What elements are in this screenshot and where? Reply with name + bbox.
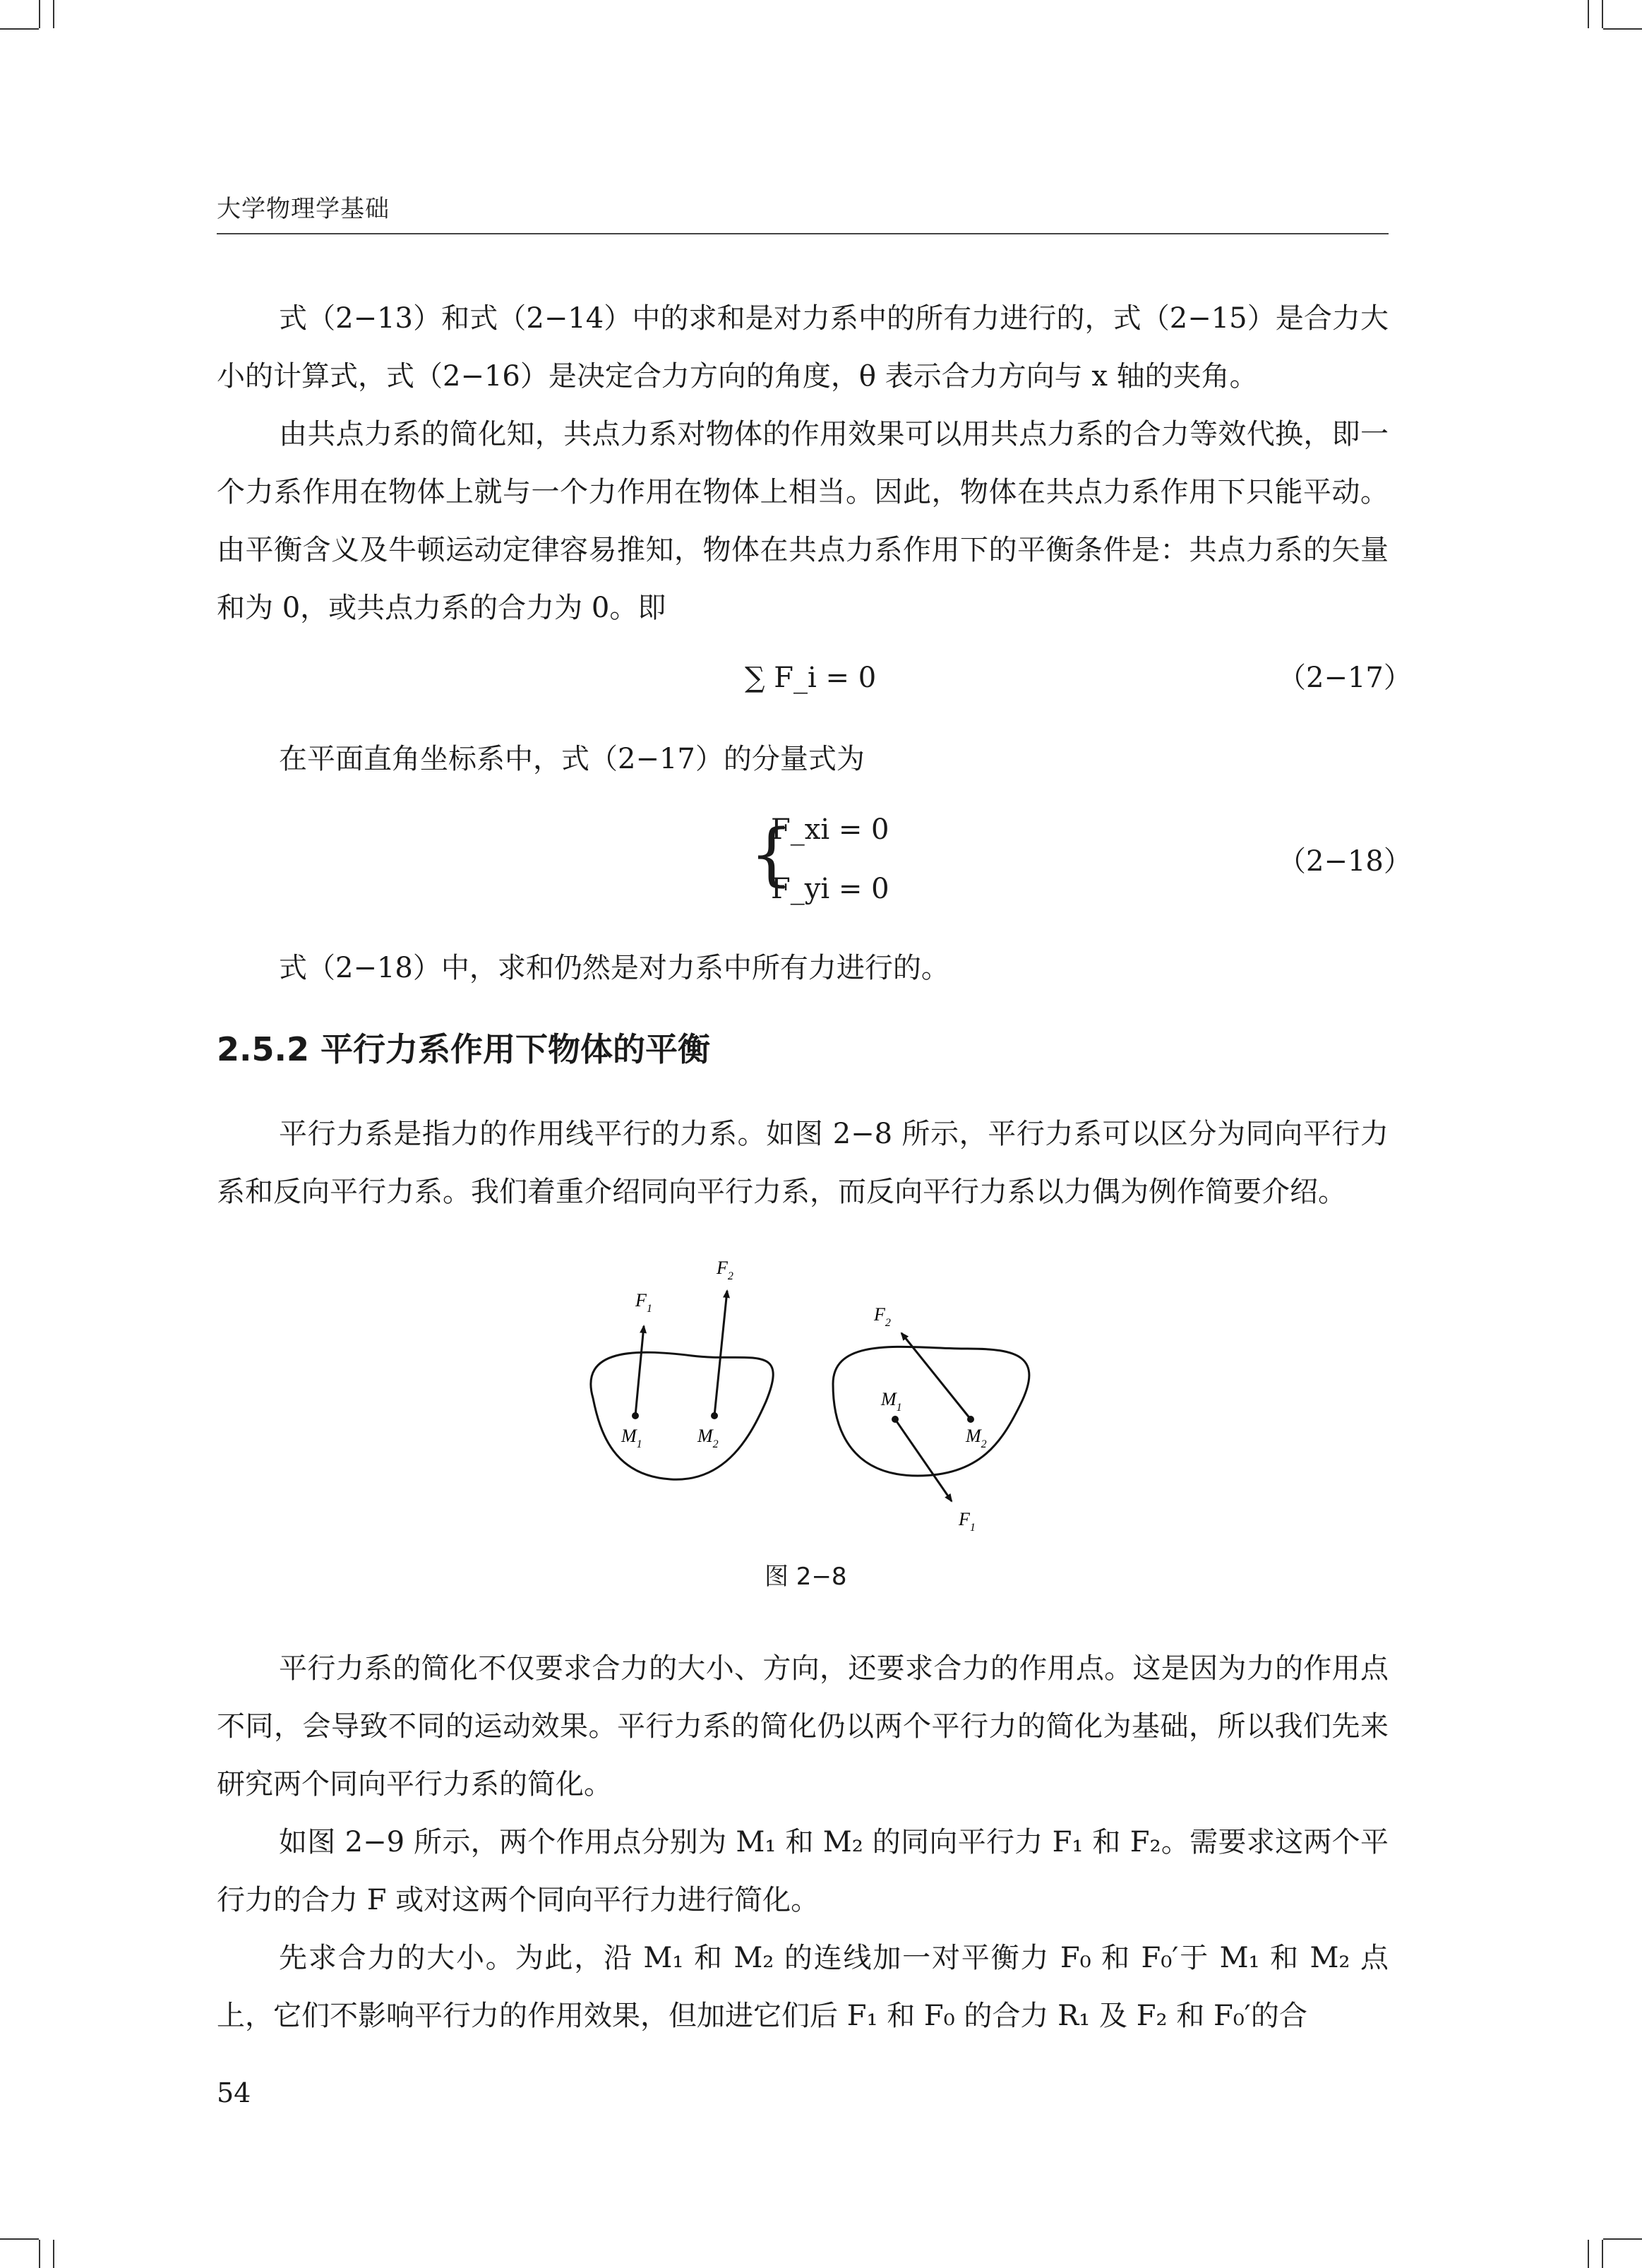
paragraph-7: 如图 2−9 所示，两个作用点分别为 M₁ 和 M₂ 的同向平行力 F₁ 和 F₂。需要求这两个平行力的合力 F 或对这两个同向平行力进行简化。	[217, 1826, 1389, 1916]
equation-number-2-17: （2−17）	[1278, 662, 1412, 694]
equation-2-18-line-2: F_yi = 0	[771, 873, 889, 905]
label-left-M2: $M_2$	[697, 1426, 719, 1450]
label-right-M2: $M_2$	[966, 1426, 987, 1450]
paragraph-6: 平行力系的简化不仅要求合力的大小、方向，还要求合力的作用点。这是因为力的作用点不同，会导致不同的运动效果。平行力系的简化仍以两个平行力的简化为基础，所以我们先来研究两个同向平行力系的简化。	[217, 1652, 1389, 1801]
equation-2-18-line-1: F_xi = 0	[771, 813, 889, 846]
right-arrow-F1	[895, 1419, 952, 1501]
crop-mark	[0, 28, 39, 30]
crop-mark	[53, 2240, 54, 2268]
page-number: 54	[217, 2077, 251, 2108]
crop-mark	[1588, 2240, 1589, 2268]
section-heading: 2.5.2 平行力系作用下物体的平衡	[217, 1030, 710, 1068]
crop-mark	[1603, 2238, 1642, 2240]
paragraph-3: 在平面直角坐标系中，式（2−17）的分量式为	[279, 743, 865, 775]
left-arrow-F1	[635, 1326, 644, 1416]
label-left-M1: $M_1$	[621, 1426, 642, 1450]
right-body-outline	[833, 1347, 1029, 1476]
label-left-F2: $F_2$	[717, 1258, 733, 1282]
equation-number-2-18: （2−18）	[1278, 845, 1412, 878]
paragraph-4: 式（2−18）中，求和仍然是对力系中所有力进行的。	[279, 952, 949, 984]
paragraph-1: 式（2−13）和式（2−14）中的求和是对力系中的所有力进行的，式（2−15）是合力大小的计算式，式（2−16）是决定合力方向的角度，θ 表示合力方向与 x 轴的夹角。	[217, 302, 1389, 393]
paragraph-5: 平行力系是指力的作用线平行的力系。如图 2−8 所示，平行力系可以区分为同向平行力系和反向平行力系。我们着重介绍同向平行力系，而反向平行力系以力偶为例作简要介绍。	[217, 1118, 1389, 1208]
crop-mark	[0, 2238, 39, 2240]
figure-caption: 图 2−8	[765, 1563, 847, 1591]
label-right-F1: $F_1$	[959, 1509, 976, 1534]
paragraph-8: 先求合力的大小。为此，沿 M₁ 和 M₂ 的连线加一对平衡力 F₀ 和 F₀′于 M₁ 和 M₂ 点上，它们不影响平行力的作用效果，但加进它们后 F₁ 和 F₀ 的合力 R₁ 及 F₂ 和 F₀′的合	[217, 1942, 1389, 2032]
equation-2-17-text: ∑ F_i = 0	[745, 662, 877, 694]
crop-mark	[1602, 0, 1603, 28]
crop-mark	[39, 0, 40, 28]
crop-mark	[1602, 2240, 1603, 2268]
crop-mark	[53, 0, 54, 28]
left-body-outline	[591, 1352, 773, 1479]
running-header: 大学物理学基础	[217, 195, 390, 223]
left-arrow-F2	[714, 1291, 727, 1416]
crop-mark	[39, 2240, 40, 2268]
equation-2-17	[745, 660, 876, 696]
curly-brace: {	[750, 815, 793, 894]
crop-mark	[1603, 28, 1642, 30]
label-left-F1: $F_1$	[635, 1290, 652, 1315]
crop-mark	[1588, 0, 1589, 28]
label-right-M1: $M_1$	[881, 1389, 902, 1414]
figure-2-8	[551, 1250, 1115, 1546]
right-arrow-F2	[901, 1333, 971, 1419]
label-right-F2: $F_2$	[874, 1304, 891, 1329]
header-rule	[217, 233, 1389, 234]
paragraph-2: 由共点力系的简化知，共点力系对物体的作用效果可以用共点力系的合力等效代换，即一个力系作用在物体上就与一个力作用在物体上相当。因此，物体在共点力系作用下只能平动。由平衡含义及牛顿运动定律容易推知，物体在共点力系作用下的平衡条件是：共点力系的矢量和为 0，或共点力系的合力为 0。即	[217, 418, 1389, 624]
